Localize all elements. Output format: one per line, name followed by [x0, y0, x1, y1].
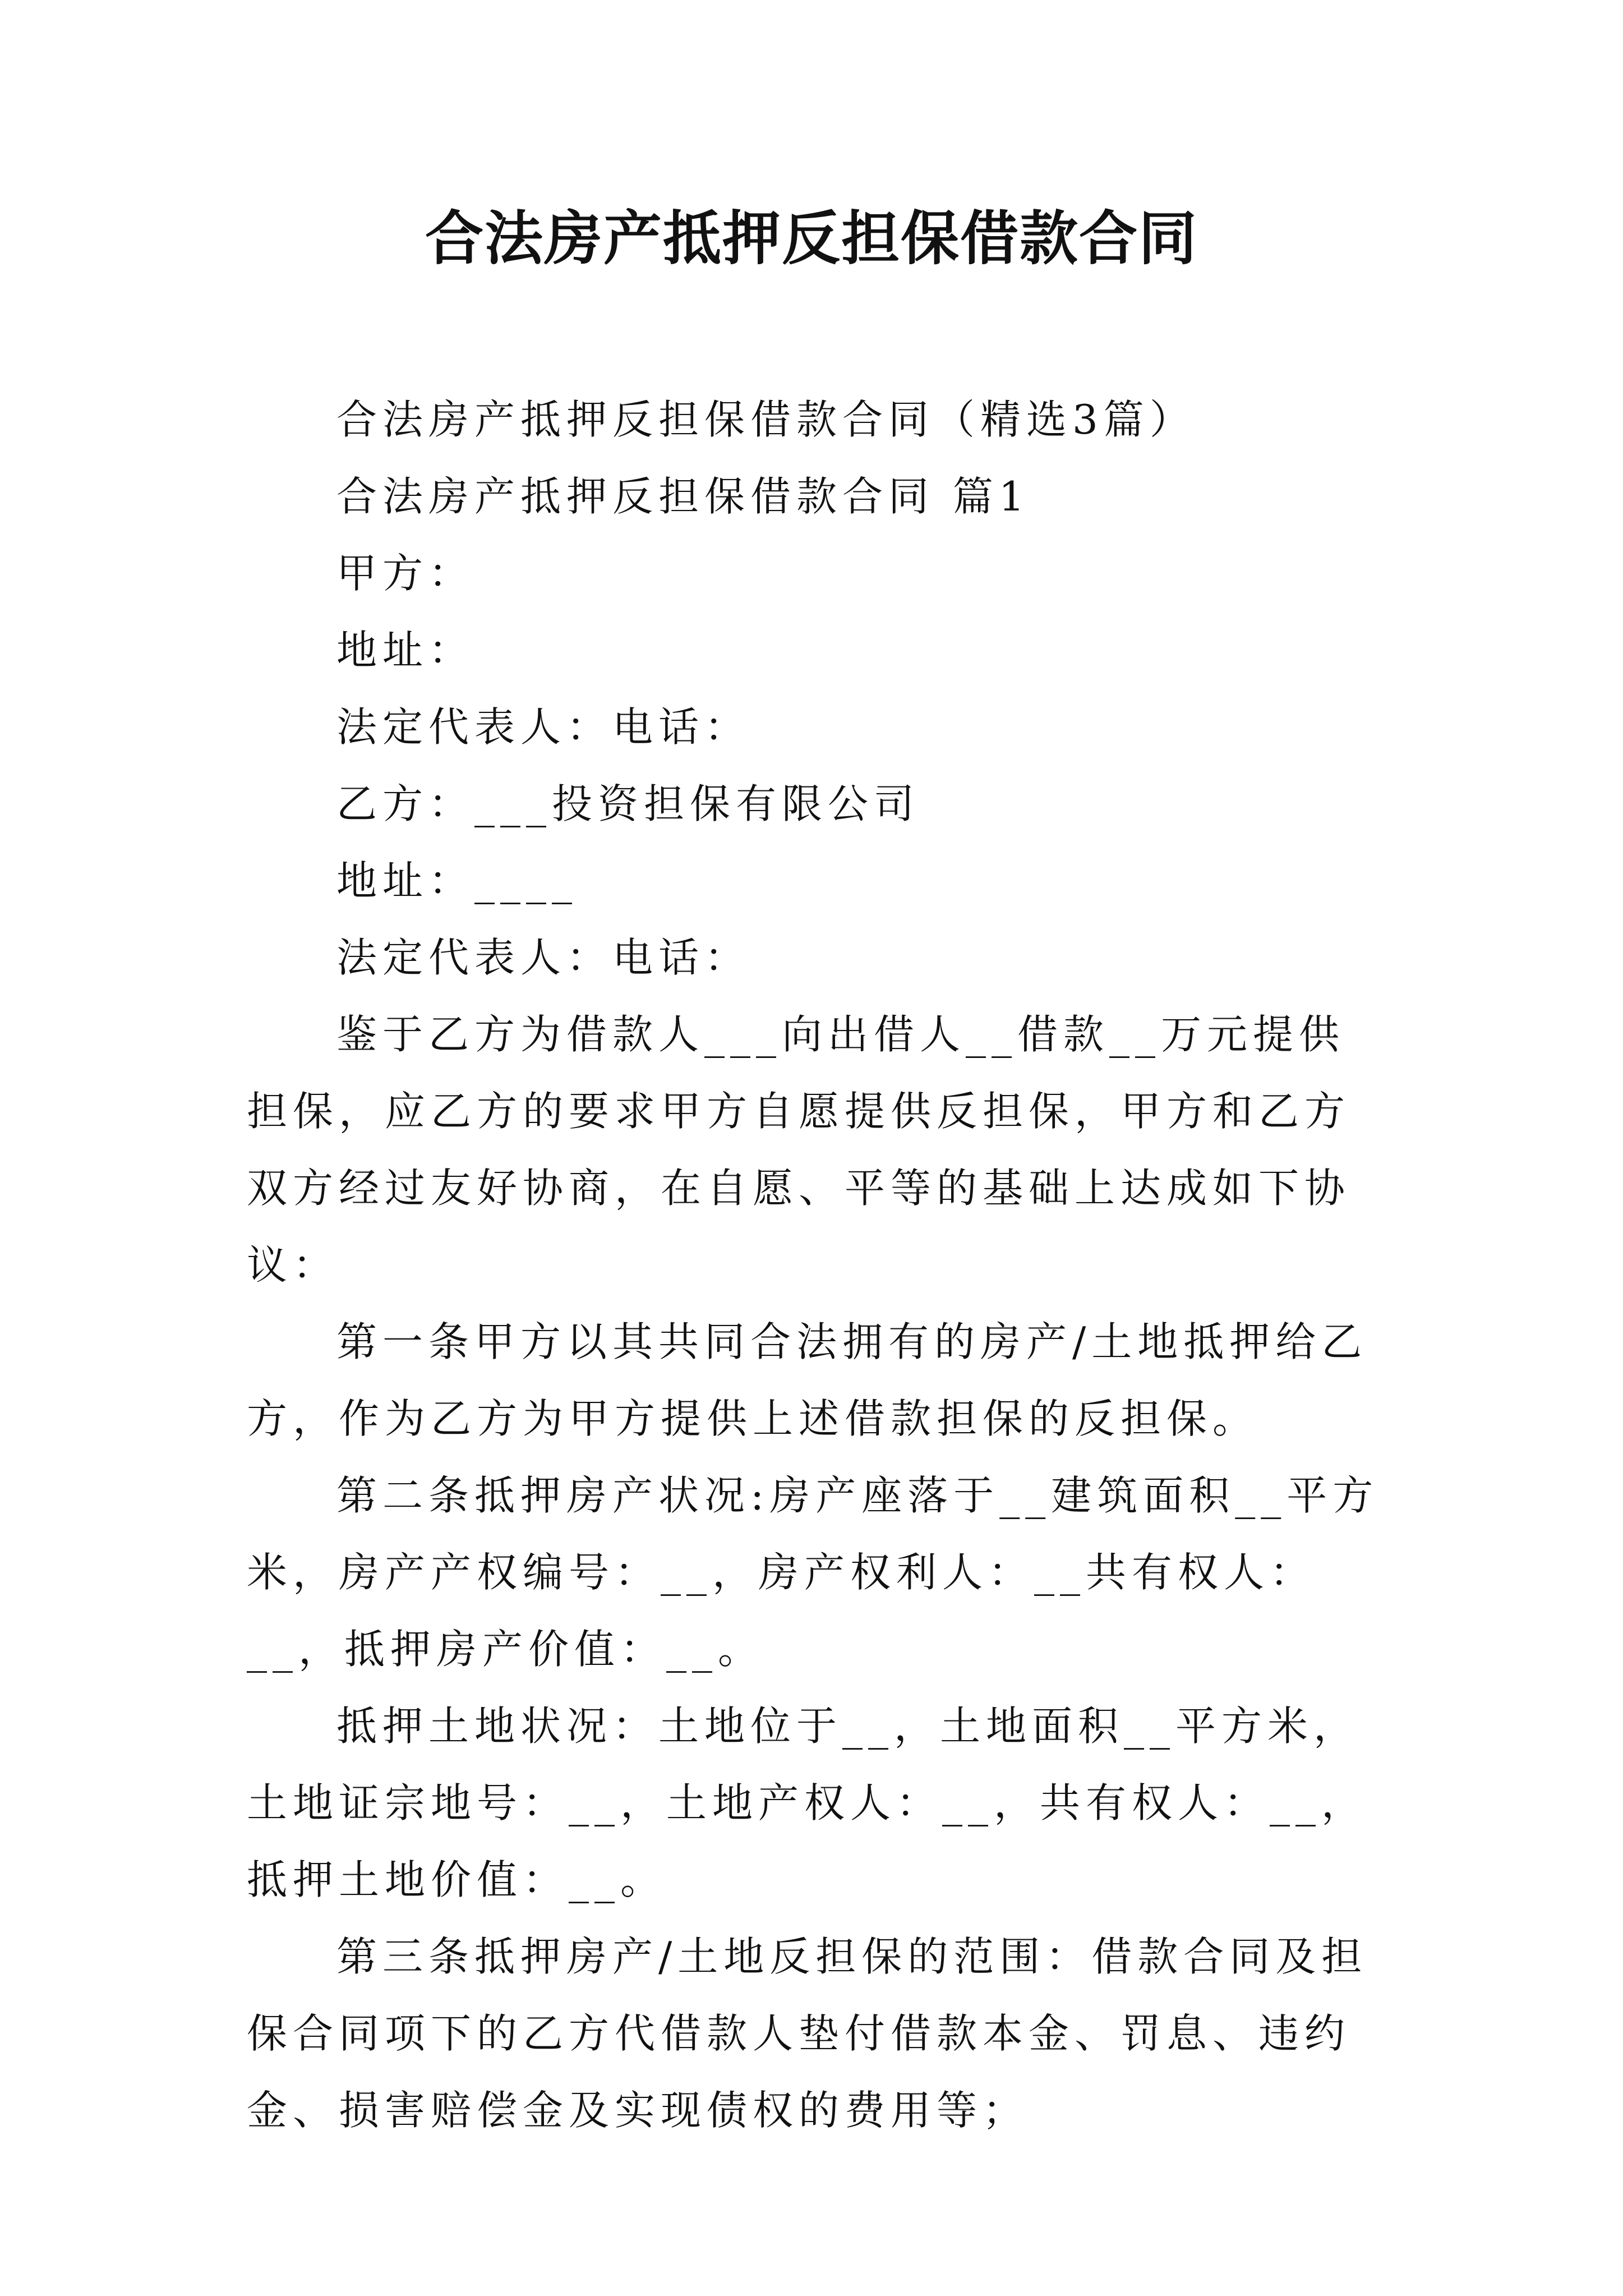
paragraph-party-a-address: 地址： — [336, 627, 475, 674]
paragraph-land-status: 抵押土地状况：土地位于__，土地面积__平方米，土地证宗地号：__，土地产权人：__，共有权人：__，抵押土地价值：__。 — [247, 1703, 1368, 1903]
paragraph-party-a: 甲方： — [336, 550, 475, 597]
paragraph-article-2: 第二条抵押房产状况:房产座落于__建筑面积__平方米，房产产权编号：__，房产权利人：__共有权人：__，抵押房产价值：__。 — [247, 1472, 1379, 1673]
paragraph-party-b-address: 地址：____ — [336, 857, 578, 904]
paragraph-subtitle: 合法房产抵押反担保借款合同（精选3篇） — [336, 396, 1196, 443]
document-body — [247, 381, 1387, 2149]
paragraph-article-1: 第一条甲方以其共同合法拥有的房产/土地抵押给乙方，作为乙方为甲方提供上述借款担保的反担保。 — [247, 1318, 1368, 1442]
paragraph-article-3: 第三条抵押房产/土地反担保的范围：借款合同及担保合同项下的乙方代借款人垫付借款本金、罚息、违约金、损害赔偿金及实现债权的费用等； — [247, 1933, 1368, 2134]
paragraph-party-b-representative: 法定代表人：电话： — [336, 934, 751, 981]
document-title: 合法房产抵押反担保借款合同 — [425, 204, 1198, 273]
paragraph-section-heading: 合法房产抵押反担保借款合同 篇1 — [336, 473, 1030, 520]
paragraph-party-a-representative: 法定代表人：电话： — [336, 703, 751, 751]
paragraph-preamble: 鉴于乙方为借款人___向出借人__借款__万元提供担保，应乙方的要求甲方自愿提供反担保，甲方和乙方双方经过友好协商，在自愿、平等的基础上达成如下协议： — [247, 1011, 1351, 1289]
paragraph-party-b: 乙方：___投资担保有限公司 — [336, 780, 920, 827]
